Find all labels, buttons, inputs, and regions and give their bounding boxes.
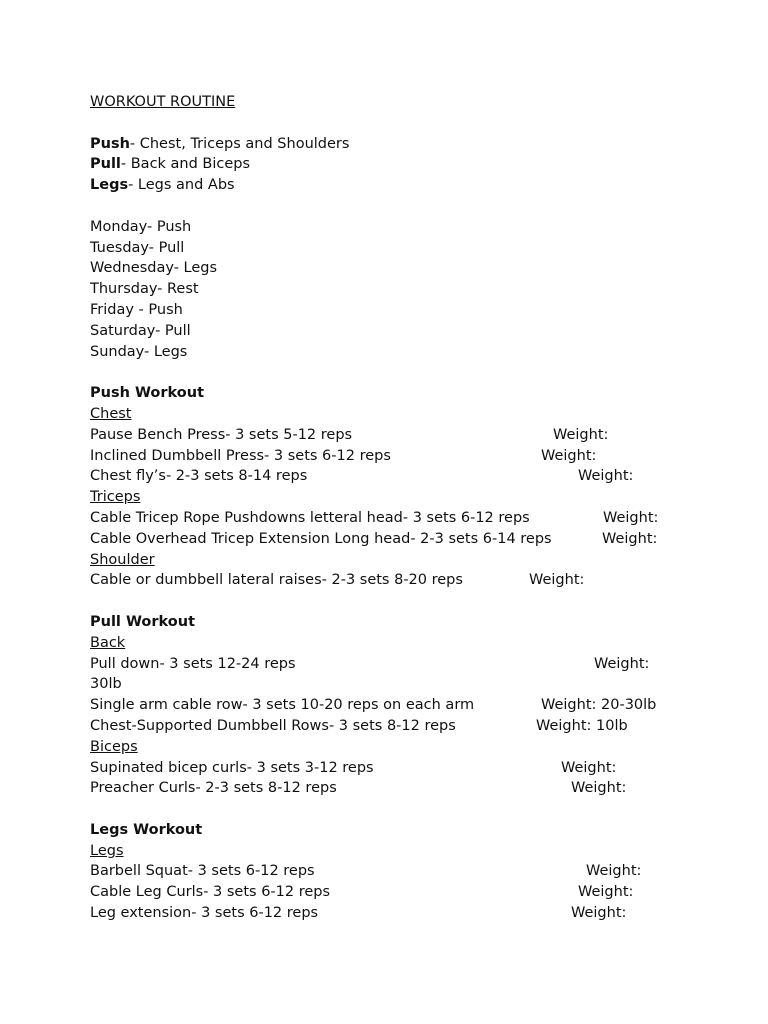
- schedule-tuesday: Tuesday- Pull: [90, 239, 185, 256]
- weight-label: Weight:: [578, 884, 634, 901]
- exercise-row: [90, 425, 730, 446]
- exercise-row: [90, 654, 730, 675]
- exercise-text: Cable Tricep Rope Pushdowns letteral head- 3 sets 6-12 reps: [90, 509, 530, 526]
- exercise-row: [90, 903, 730, 924]
- exercise-row: [90, 466, 730, 487]
- spacer: [90, 196, 730, 217]
- weight-wrap-line: 30lb: [90, 676, 122, 693]
- split-desc: - Chest, Triceps and Shoulders: [129, 135, 350, 152]
- schedule-saturday: Saturday- Pull: [90, 322, 191, 339]
- exercise-text: Chest-Supported Dumbbell Rows- 3 sets 8-12 reps: [90, 717, 456, 734]
- document-title: WORKOUT ROUTINE: [90, 94, 236, 110]
- exercise-row: [90, 508, 730, 529]
- split-name: Legs: [90, 177, 129, 194]
- pull-workout-heading: Pull Workout: [90, 613, 195, 630]
- exercise-text: Inclined Dumbbell Press- 3 sets 6-12 reps: [90, 447, 391, 464]
- weight-label: Weight:: [571, 905, 627, 922]
- exercise-row: [90, 882, 730, 903]
- back-subheading: Back: [90, 634, 126, 651]
- exercise-text: Cable Leg Curls- 3 sets 6-12 reps: [90, 884, 331, 901]
- split-name: Push: [90, 135, 130, 152]
- split-pull: [90, 154, 730, 175]
- exercise-text: Chest fly’s- 2-3 sets 8-14 reps: [90, 468, 308, 485]
- exercise-row: [90, 695, 730, 716]
- split-name: Pull: [90, 156, 121, 173]
- exercise-text: Barbell Squat- 3 sets 6-12 reps: [90, 863, 315, 880]
- weight-label: Weight:: [594, 655, 650, 672]
- weight-label: Weight:: [541, 447, 597, 464]
- spacer: [90, 113, 730, 134]
- spacer: [90, 799, 730, 820]
- split-push: [90, 134, 730, 155]
- push-workout-heading: Push Workout: [90, 385, 205, 402]
- exercise-text: Leg extension- 3 sets 6-12 reps: [90, 905, 319, 922]
- legs-subheading: Legs: [90, 842, 124, 859]
- weight-label: Weight:: [603, 509, 659, 526]
- split-legs: [90, 175, 730, 196]
- weight-label: Weight:: [571, 780, 627, 797]
- weight-label: Weight:: [578, 468, 634, 485]
- exercise-row: [90, 716, 730, 737]
- schedule-monday: Monday- Push: [90, 218, 192, 235]
- triceps-subheading: Triceps: [90, 489, 141, 506]
- schedule-friday: Friday - Push: [90, 301, 183, 318]
- exercise-text: Pause Bench Press- 3 sets 5-12 reps: [90, 426, 353, 443]
- weight-label: Weight:: [529, 572, 585, 589]
- weight-label: Weight:: [561, 759, 617, 776]
- schedule-thursday: Thursday- Rest: [90, 281, 199, 298]
- schedule-sunday: Sunday- Legs: [90, 343, 188, 360]
- shoulder-subheading: Shoulder: [90, 551, 155, 568]
- document-page: [90, 92, 730, 924]
- exercise-row: [90, 529, 730, 550]
- weight-label: Weight: 20-30lb: [541, 697, 657, 714]
- exercise-row: [90, 861, 730, 882]
- exercise-text: Cable or dumbbell lateral raises- 2-3 sets 8-20 reps: [90, 572, 463, 589]
- chest-subheading: Chest: [90, 405, 132, 422]
- exercise-text: Supinated bicep curls- 3 sets 3-12 reps: [90, 759, 374, 776]
- legs-workout-heading: Legs Workout: [90, 821, 203, 838]
- spacer: [90, 591, 730, 612]
- exercise-row: [90, 778, 730, 799]
- exercise-row: [90, 570, 730, 591]
- spacer: [90, 362, 730, 383]
- exercise-row: [90, 758, 730, 779]
- exercise-text: Preacher Curls- 2-3 sets 8-12 reps: [90, 780, 337, 797]
- exercise-text: Single arm cable row- 3 sets 10-20 reps on each arm: [90, 697, 475, 714]
- weight-label: Weight:: [602, 530, 658, 547]
- exercise-text: Pull down- 3 sets 12-24 reps: [90, 655, 296, 672]
- weight-label: Weight:: [553, 426, 609, 443]
- split-desc: - Back and Biceps: [120, 156, 251, 173]
- exercise-row: [90, 446, 730, 467]
- exercise-text: Cable Overhead Tricep Extension Long head- 2-3 sets 6-14 reps: [90, 530, 552, 547]
- weight-label: Weight:: [586, 863, 642, 880]
- split-desc: - Legs and Abs: [128, 177, 235, 194]
- schedule-wednesday: Wednesday- Legs: [90, 260, 218, 277]
- weight-label: Weight: 10lb: [536, 717, 628, 734]
- biceps-subheading: Biceps: [90, 738, 138, 755]
